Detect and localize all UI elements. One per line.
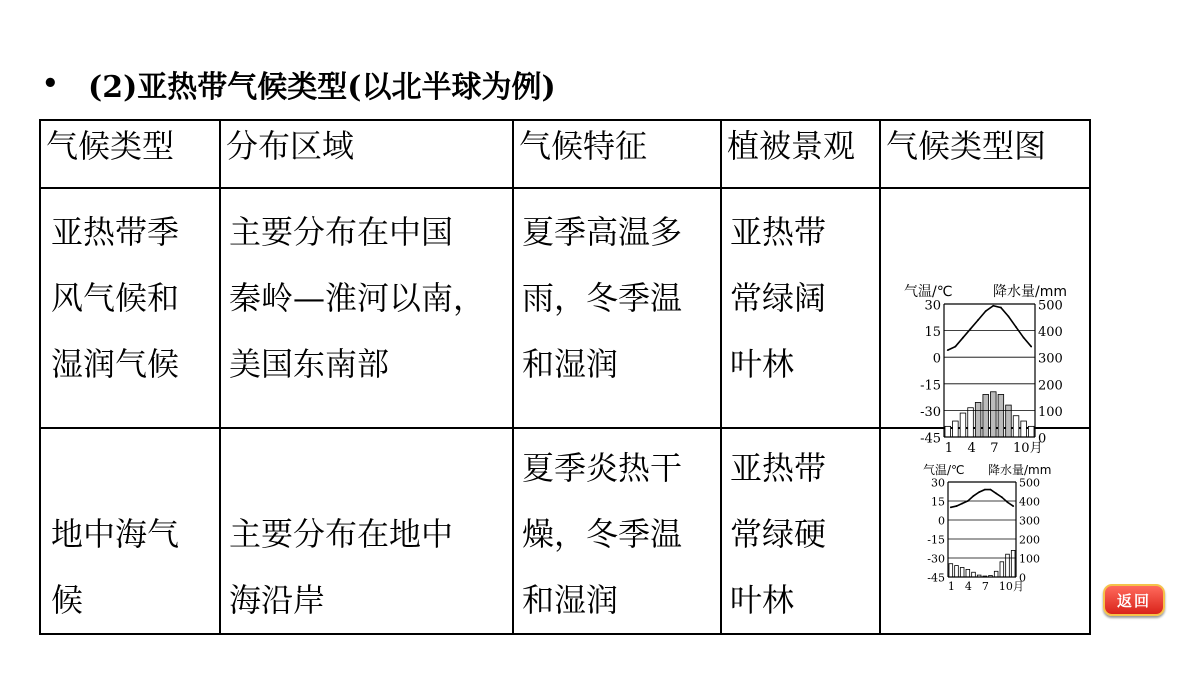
precip-bar [966, 569, 970, 577]
features-cell: 夏季炎热干 燥，冬季温 和湿润 [522, 449, 683, 619]
right-tick-label: 400 [1019, 495, 1040, 509]
temperature-point [985, 310, 987, 312]
header-vegetation: 植被景观 [727, 127, 856, 165]
temperature-point [977, 319, 979, 321]
left-tick-label: -30 [927, 552, 945, 566]
left-tick-label: -15 [920, 378, 941, 394]
right-tick-label: 0 [1038, 431, 1047, 447]
right-tick-label: 200 [1019, 533, 1040, 547]
temperature-point [1015, 326, 1017, 328]
header-features: 气候特征 [519, 127, 648, 165]
precip-bar [994, 571, 998, 577]
bullet: • [42, 69, 59, 99]
right-tick-label: 300 [1038, 351, 1063, 367]
header-cell [721, 120, 880, 188]
header-cell [513, 120, 721, 188]
left-axis-label: 气温/℃ [904, 284, 953, 300]
left-tick-label: -30 [920, 404, 941, 420]
x-tick-label: 7 [990, 441, 999, 456]
temperature-point [984, 489, 986, 491]
right-tick-label: 200 [1038, 378, 1063, 394]
left-axis-label: 气温/℃ [923, 463, 965, 477]
right-tick-label: 100 [1019, 552, 1040, 566]
header-cell [880, 120, 1090, 188]
left-tick-label: -15 [927, 533, 945, 547]
table-cell [721, 188, 880, 428]
table-cell [880, 428, 1090, 634]
precip-bar [949, 564, 953, 577]
temperature-point [978, 491, 980, 493]
temperature-point [970, 328, 972, 330]
return-button[interactable]: 返回 [1103, 584, 1165, 616]
vegetation-cell: 亚热带 常绿阔 叶林 [730, 213, 827, 383]
temperature-line [948, 306, 1031, 350]
table-cell [40, 188, 220, 428]
temperature-point [967, 500, 969, 502]
table-cell [880, 188, 1090, 456]
precip-bar [1011, 550, 1015, 577]
temperature-point [947, 349, 949, 351]
heading-text: (2)亚热带气候类型(以北半球为例) [88, 70, 556, 105]
x-tick-label: 4 [967, 441, 976, 456]
temperature-point [992, 305, 994, 307]
temperature-point [956, 505, 958, 507]
table-cell [721, 428, 880, 634]
section-heading [42, 62, 556, 106]
temperature-point [990, 489, 992, 491]
climate-table [39, 119, 1091, 635]
x-tick-label: 1 [944, 441, 954, 456]
right-tick-label: 0 [1019, 571, 1026, 585]
header-climate-type: 气候类型 [46, 127, 175, 165]
temperature-point [973, 495, 975, 497]
right-tick-label: 400 [1038, 325, 1063, 341]
left-tick-label: 0 [938, 514, 945, 528]
temperature-point [1001, 496, 1003, 498]
precip-bar [1000, 562, 1004, 577]
temperature-point [950, 506, 952, 508]
x-tick-label: 4 [964, 580, 972, 593]
precip-bar [972, 572, 976, 577]
table-cell [513, 188, 721, 428]
right-tick-label: 500 [1019, 476, 1040, 490]
table-row [40, 188, 1090, 428]
table-row [40, 428, 1090, 634]
left-tick-label: 30 [924, 298, 941, 314]
header-cell [40, 120, 220, 188]
right-tick-label: 100 [1038, 404, 1063, 420]
temperature-point [1023, 337, 1025, 339]
left-tick-label: 15 [924, 325, 941, 341]
temperature-point [1007, 501, 1009, 503]
right-tick-label: 300 [1019, 514, 1040, 528]
left-tick-label: 0 [932, 351, 941, 367]
distribution-cell: 主要分布在地中 海沿岸 [229, 515, 454, 619]
table-cell [220, 428, 513, 634]
temperature-point [1012, 505, 1014, 507]
x-tick-label: 10月 [1013, 441, 1043, 456]
left-tick-label: 30 [931, 476, 945, 490]
right-axis-label: 降水量/mm [988, 463, 1052, 477]
right-tick-label: 500 [1038, 298, 1063, 314]
x-tick-label: 10月 [998, 580, 1024, 593]
right-axis-label: 降水量/mm [993, 284, 1067, 300]
features-cell: 夏季高温多 雨，冬季温 和湿润 [522, 213, 683, 383]
climate-chart-monsoon [881, 189, 1089, 456]
vegetation-cell: 亚热带 常绿硬 叶林 [730, 449, 827, 619]
climate-type-cell: 地中海气 候 [51, 515, 180, 619]
temperature-line [951, 490, 1013, 508]
distribution-cell: 主要分布在中国 秦岭—淮河以南， 美国东南部 [229, 213, 486, 383]
climate-type-cell: 亚热带季 风气候和 湿润气候 [51, 213, 180, 383]
table-cell [513, 428, 721, 634]
header-climate-chart: 气候类型图 [886, 127, 1047, 165]
precip-bar [960, 568, 964, 578]
x-tick-label: 1 [947, 580, 955, 593]
temperature-point [954, 346, 956, 348]
temperature-point [1030, 346, 1032, 348]
temperature-point [1000, 307, 1002, 309]
left-tick-label: -45 [927, 571, 945, 585]
left-tick-label: 15 [931, 495, 945, 509]
temperature-point [962, 337, 964, 339]
x-tick-label: 7 [981, 580, 989, 593]
table-cell [40, 428, 220, 634]
table-header-row [40, 120, 1090, 188]
header-cell [220, 120, 513, 188]
precip-bar [955, 566, 959, 577]
temperature-point [1008, 316, 1010, 318]
climate-chart-mediterranean [881, 429, 1089, 623]
temperature-point [995, 493, 997, 495]
table-cell [220, 188, 513, 428]
header-distribution: 分布区域 [226, 127, 355, 165]
temperature-point [961, 503, 963, 505]
left-tick-label: -45 [920, 431, 941, 447]
